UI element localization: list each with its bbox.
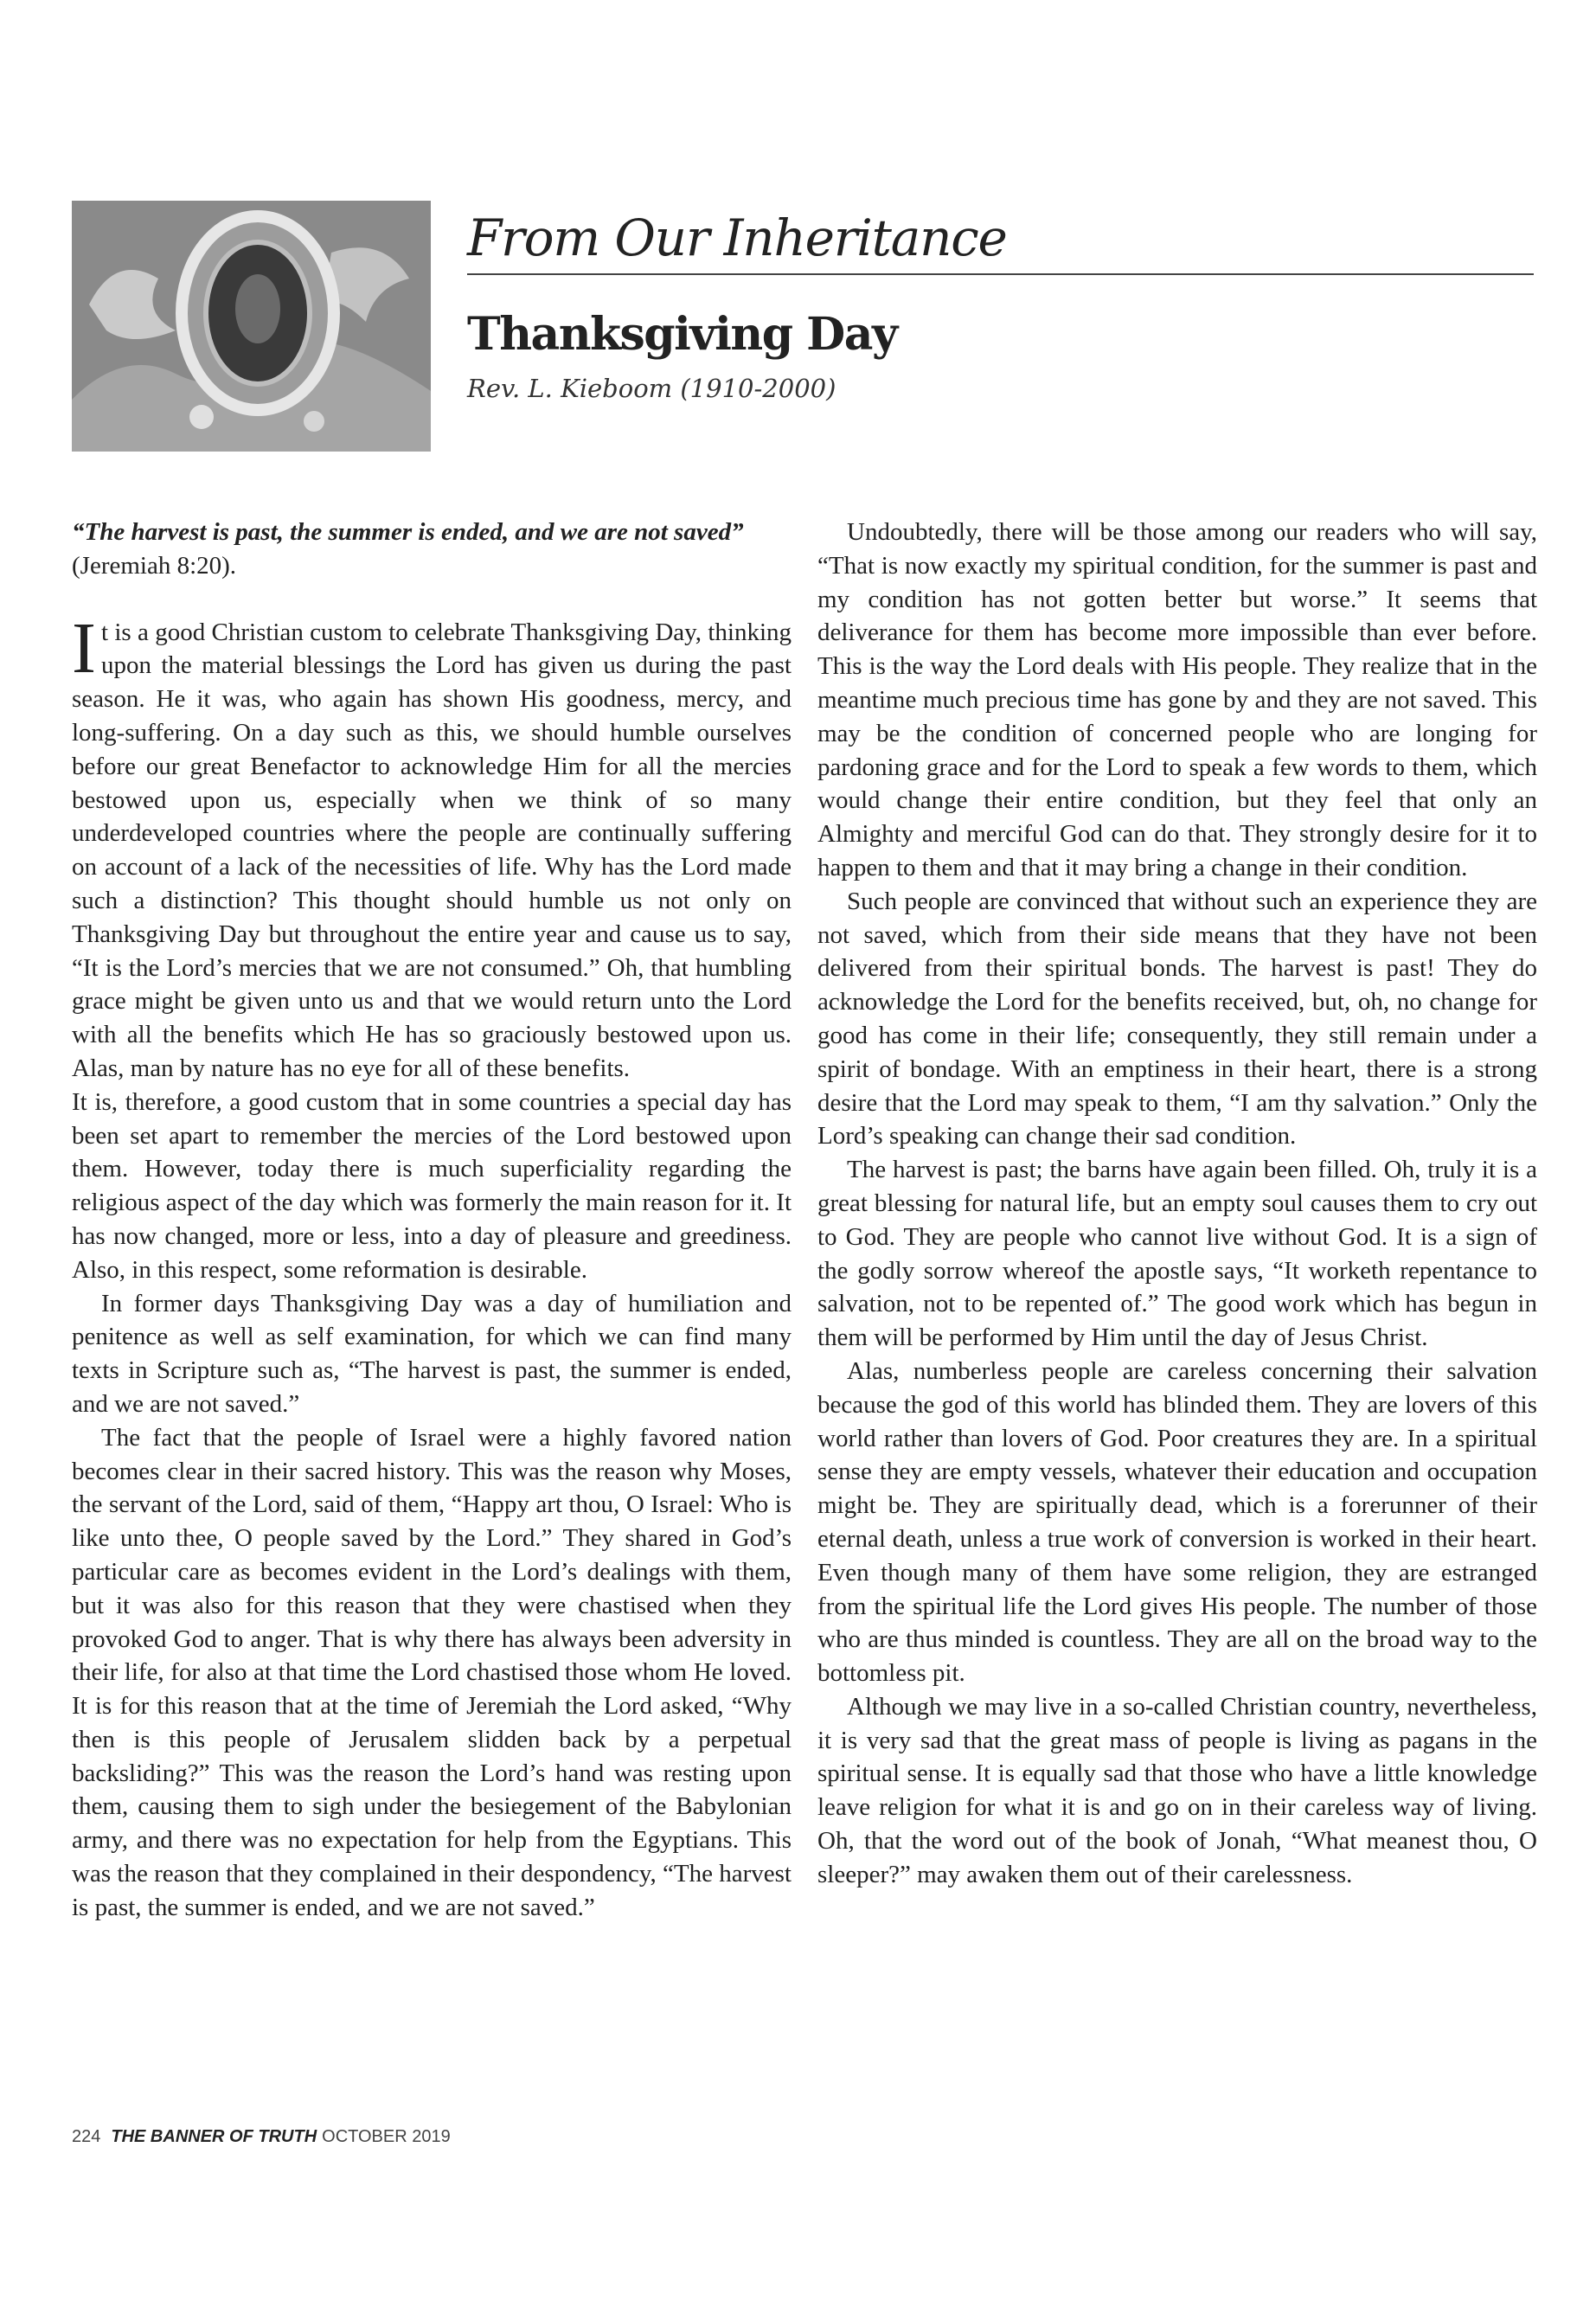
- paragraph: Although we may live in a so-called Christian country, nevertheless, it is very sad that the great mass of people is living as pagans in the spiritual sense. It is equally sad that those who have a little knowledge leave religion for what it is and go on in their careless way of living. Oh, that the word out of the book of Jonah, “What meanest thou, O sleeper?” may awaken them out of their carelessness.: [817, 1692, 1537, 1888]
- left-column: [72, 516, 792, 1925]
- header-photo: [72, 201, 431, 452]
- antique-brooch-image: [72, 201, 431, 452]
- paragraph: The harvest is past; the barns have again been filled. Oh, truly it is a great blessing for natural life, but an empty soul causes them to cry out to God. They are people who cannot live without God. It is a sign of the godly sorrow whereof the apostle says, “It worketh repentance to salvation, not to be repented of.” The good work which has begun in them will be performed by Him until the day of Jesus Christ.: [817, 1156, 1537, 1352]
- page-number: 224: [72, 2127, 101, 2146]
- page-footer: [72, 2127, 451, 2147]
- paragraph: The fact that the people of Israel were a highly favored nation becomes clear in their sacred history. This was the reason why Moses, the servant of the Lord, said of them, “Happy art thou, O Israel: Who is like unto thee, O people saved by the Lord.” They shared in God’s particular care as becomes evident in the Lord’s dealings with them, but it was also for this reason that they were chastised when they provoked God to anger. That is why there has always been adversity in their life, for also at that time the Lord chastised those whom He loved. It is for this reason that at the time of Jeremiah the Lord asked, “Why then is this people of Jerusalem slidden back by a perpetual backsliding?” This was the reason the Lord’s hand was resting upon them, causing them to sigh under the besiegement of the Babylonian army, and there was no expectation for help from the Egyptians. This was the reason that they complained in their despondency, “The harvest is past, the summer is ended, and we are not saved.”: [72, 1423, 792, 1921]
- header-rule: [467, 273, 1534, 275]
- epigraph: [72, 516, 792, 583]
- paragraph: Undoubtedly, there will be those among our readers who will say, “That is now exactly my spiritual condition, for the summer is past and my condition has not gotten better but worse.” It seems that deliverance for them has become more impossible than ever before. This is the way the Lord deals with His people. They realize that in the meantime much precious time has gone by and they are not saved. This may be the condition of concerned people who are longing for pardoning grace and for the Lord to speak a few words to them, which would change their entire condition, but they feel that only an Almighty and merciful God can do that. They strongly desire for it to happen to them and that it may bring a change in their condition.: [817, 518, 1537, 881]
- drop-cap: I: [72, 607, 96, 689]
- paragraph: Alas, numberless people are careless concerning their salvation because the god of this world has blinded them. They are lovers of this world rather than lovers of God. Poor creatures they are. In a spiritual sense they are empty vessels, whatever their education and occupation might be. They are spiritually dead, which is a forerunner of their eternal death, unless a true work of conversion is worked in their heart. Even though many of them have some religion, they are estranged from the spiritual life the Lord gives His people. The number of those who are thus minded is countless. They are all on the broad way to the bottomless pit.: [817, 1356, 1537, 1688]
- right-column: [817, 516, 1537, 1892]
- paragraph-text: t is a good Christian custom to celebrate Thanksgiving Day, thinking upon the material blessings the Lord has given us during the past season. He it was, who again has shown His goodness, mercy, and long-suffering. On a day such as this, we should humble ourselves before our great Benefactor to acknowledge Him for all the mercies bestowed upon us, especially when we think of so many underdeveloped countries where the people are continually suffering on account of a lack of the necessities of life. Why has the Lord made such a distinction? This thought should humble us not only on Thanksgiving Day but throughout the entire year and cause us to say, “It is the Lord’s mercies that we are not consumed.” Oh, that humbling grace might be given unto us and that we would return unto the Lord with all the benefits which He has so graciously bestowed upon us. Alas, man by nature has no eye for all of these benefits.: [72, 618, 792, 1082]
- series-title: From Our Inheritance: [467, 208, 1007, 267]
- paragraph: Such people are convinced that without such an experience they are not saved, which from their side means that they have not been delivered from their spiritual bonds. The harvest is past! They do acknowledge the Lord for the benefits received, but, oh, no change for good has come in their life; consequently, they still remain under a spirit of bondage. With an emptiness in their heart, there is a strong desire that the Lord may speak to them, “I am thy salvation.” Only the Lord’s speaking can change their sad condition.: [817, 887, 1537, 1150]
- article-title: Thanksgiving Day: [467, 308, 897, 361]
- paragraph: [72, 607, 792, 1086]
- epigraph-reference: (Jeremiah 8:20).: [72, 551, 237, 580]
- paragraph: In former days Thanksgiving Day was a day of humiliation and penitence as well as self examination, for which we can find many texts in Scripture such as, “The harvest is past, the summer is ended, and we are not saved.”: [72, 1289, 792, 1418]
- paragraph: It is, therefore, a good custom that in some countries a special day has been set apart to remember the mercies of the Lord bestowed upon them. However, today there is much superficiality regarding the religious aspect of the day which was formerly the main reason for it. It has now changed, more or less, into a day of pleasure and greediness. Also, in this respect, some reformation is desirable.: [72, 1087, 792, 1284]
- magazine-name: THE BANNER OF TRUTH: [111, 2127, 317, 2146]
- issue-date: OCTOBER 2019: [322, 2127, 451, 2146]
- epigraph-quote: “The harvest is past, the summer is ended, and we are not saved”: [72, 518, 744, 546]
- author-byline: Rev. L. Kieboom (1910-2000): [467, 374, 836, 403]
